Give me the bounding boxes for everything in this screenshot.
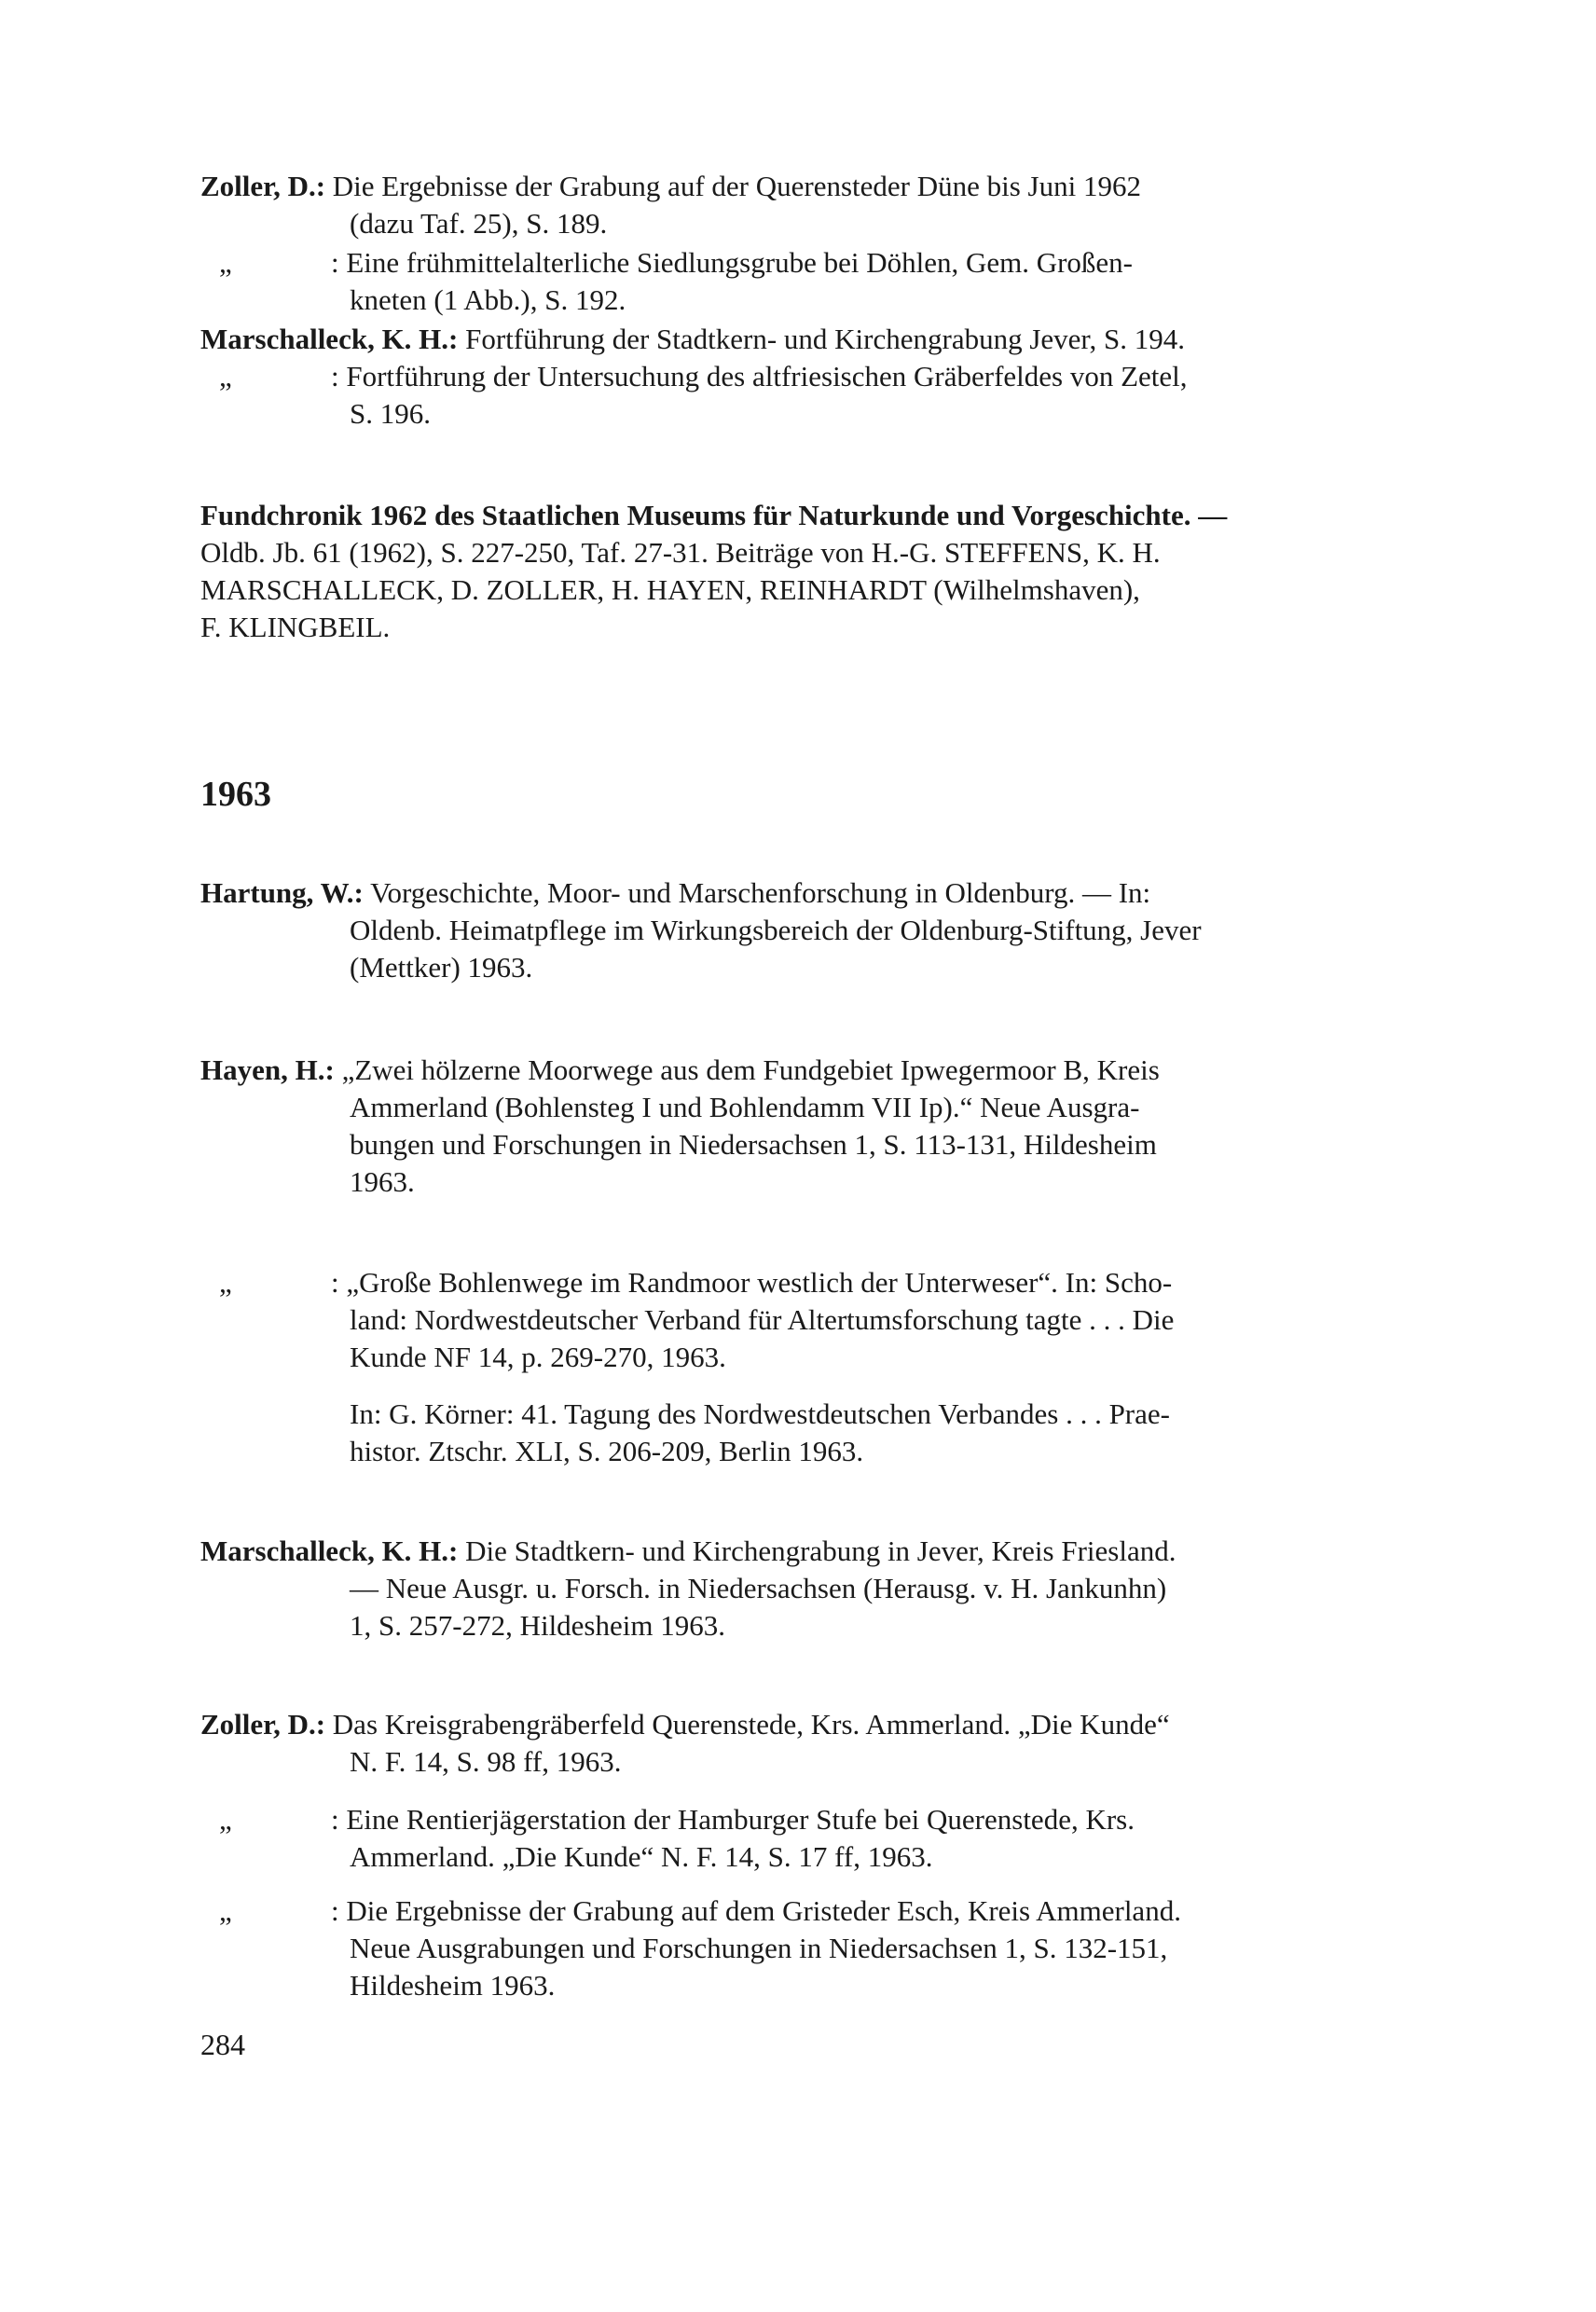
fundchronik-title: Fundchronik 1962 des Staatlichen Museums für Naturkunde und Vorgeschichte. —: [200, 499, 1228, 531]
bib-entry: [200, 1892, 1394, 2004]
entry-text: Kunde NF 14, p. 269-270, 1963.: [350, 1341, 726, 1373]
bib-entry: [200, 358, 1394, 433]
entry-text: (Mettker) 1963.: [350, 951, 533, 984]
entry-author: Hayen, H.:: [200, 1053, 335, 1086]
entry-text: : Eine frühmittelalterliche Siedlungsgrube bei Döhlen, Gem. Großen-: [331, 246, 1134, 279]
entry-text: Oldenb. Heimatpflege im Wirkungsbereich der Oldenburg-Stiftung, Jever: [350, 914, 1202, 946]
entry-text: In: G. Körner: 41. Tagung des Nordwestdeutschen Verbandes . . . Prae-: [350, 1397, 1170, 1430]
entry-text: Fortführung der Stadtkern- und Kirchengrabung Jever, S. 194.: [465, 323, 1185, 355]
year-heading: 1963: [200, 775, 271, 814]
entry-text: land: Nordwestdeutscher Verband für Altertumsforschung tagte . . . Die: [350, 1303, 1175, 1336]
bib-entry: [200, 1052, 1394, 1201]
ditto-mark: „: [219, 1894, 232, 1927]
bib-entry: [200, 1706, 1394, 1781]
entry-text: Ammerland. „Die Kunde“ N. F. 14, S. 17 ff, 1963.: [350, 1840, 933, 1873]
entry-text: 1963.: [350, 1165, 415, 1198]
entry-text: : Fortführung der Untersuchung des altfriesischen Gräberfeldes von Zetel,: [331, 360, 1188, 392]
bib-entry: [200, 1801, 1394, 1876]
entry-text: kneten (1 Abb.), S. 192.: [350, 283, 626, 316]
entry-text: : Eine Rentierjägerstation der Hamburger Stufe bei Querenstede, Krs.: [331, 1803, 1135, 1836]
bib-entry: [200, 1533, 1394, 1645]
entry-text: — Neue Ausgr. u. Forsch. in Niedersachsen (Herausg. v. H. Jankunhn): [350, 1572, 1167, 1604]
bib-entry: [200, 321, 1394, 358]
entry-text: Das Kreisgrabengräberfeld Querenstede, Krs. Ammerland. „Die Kunde“: [332, 1708, 1170, 1741]
bib-entry: [200, 874, 1394, 986]
ditto-mark: „: [219, 1266, 232, 1299]
entry-text: F. KLINGBEIL.: [200, 611, 391, 643]
entry-author: Hartung, W.:: [200, 876, 364, 909]
entry-text: Hildesheim 1963.: [350, 1969, 556, 2002]
entry-text: : „Große Bohlenwege im Randmoor westlich der Unterweser“. In: Scho-: [331, 1266, 1173, 1299]
entry-text: Ammerland (Bohlensteg I und Bohlendamm VII Ip).“ Neue Ausgra-: [350, 1091, 1140, 1123]
entry-author: Zoller, D.:: [200, 170, 326, 202]
entry-text: „Zwei hölzerne Moorwege aus dem Fundgebiet Ipwegermoor B, Kreis: [341, 1053, 1160, 1086]
page-number: 284: [200, 2028, 245, 2061]
entry-text: (dazu Taf. 25), S. 189.: [350, 207, 608, 240]
entry-text: Neue Ausgrabungen und Forschungen in Niedersachsen 1, S. 132-151,: [350, 1932, 1168, 1964]
ditto-mark: „: [219, 1803, 232, 1836]
entry-text: S. 196.: [350, 397, 431, 430]
bib-entry: [200, 244, 1394, 319]
entry-text: histor. Ztschr. XLI, S. 206-209, Berlin 1963.: [350, 1435, 864, 1467]
bib-entry: [200, 168, 1394, 242]
bib-entry: [200, 1396, 1394, 1470]
entry-text: MARSCHALLECK, D. ZOLLER, H. HAYEN, REINHARDT (Wilhelmshaven),: [200, 573, 1140, 606]
entry-text: 1, S. 257-272, Hildesheim 1963.: [350, 1609, 725, 1642]
entry-author: Marschalleck, K. H.:: [200, 1534, 459, 1567]
entry-text: Vorgeschichte, Moor- und Marschenforschung in Oldenburg. — In:: [370, 876, 1151, 909]
ditto-mark: „: [219, 246, 232, 279]
entry-text: Die Ergebnisse der Grabung auf der Querensteder Düne bis Juni 1962: [332, 170, 1141, 202]
ditto-mark: „: [219, 360, 232, 392]
entry-author: Marschalleck, K. H.:: [200, 323, 459, 355]
entry-text: bungen und Forschungen in Niedersachsen 1, S. 113-131, Hildesheim: [350, 1128, 1157, 1161]
entry-text: Oldb. Jb. 61 (1962), S. 227-250, Taf. 27-31. Beiträge von H.-G. STEFFENS, K. H.: [200, 536, 1161, 569]
fundchronik-entry: [200, 497, 1394, 646]
bib-entry: [200, 1264, 1394, 1376]
entry-text: N. F. 14, S. 98 ff, 1963.: [350, 1745, 622, 1778]
entry-text: Die Stadtkern- und Kirchengrabung in Jever, Kreis Friesland.: [465, 1534, 1176, 1567]
entry-author: Zoller, D.:: [200, 1708, 326, 1741]
entry-text: : Die Ergebnisse der Grabung auf dem Gristeder Esch, Kreis Ammerland.: [331, 1894, 1181, 1927]
